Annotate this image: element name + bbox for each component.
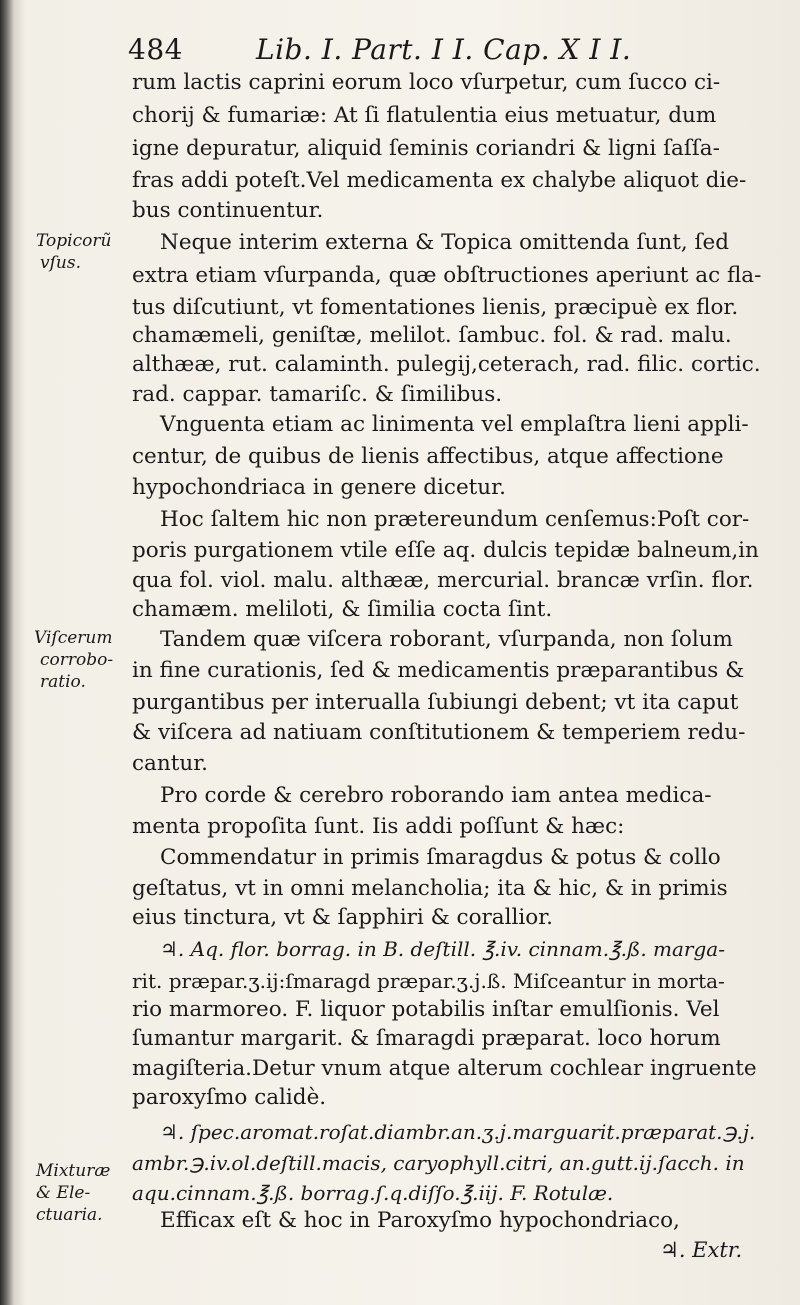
text-line: menta propoſita ſunt. Iis addi poſſunt & hæc: (132, 814, 625, 839)
running-title: Lib. I. Part. I I. Cap. X I I. (256, 33, 632, 66)
text-line: althææ, rut. calaminth. pulegij,ceterach, rad. filic. cortic. (132, 352, 761, 377)
text-line: fras addi poteſt.Vel medicamenta ex chalybe aliquot die- (132, 168, 747, 193)
text-line: chorij & fumariæ: At ſi flatulentia eius metuatur, dum (132, 103, 717, 128)
text-line: paroxyſmo calidè. (132, 1085, 327, 1110)
recipe-line: ambr.℈.iv.ol.deſtill.macis, caryophyll.citri, an.gutt.ij.ſacch. in (132, 1151, 745, 1175)
text-line: Efficax eſt & hoc in Paroxyſmo hypochondriaco, (160, 1208, 680, 1233)
text-line: Neque interim externa & Topica omittenda ſunt, ſed (160, 230, 729, 255)
recipe-line: ♃. Aq. flor. borrag. in B. deſtill. ℥.iv. cinnam.℥.ß. marga- (160, 937, 725, 961)
text-line: hypochondriaca in genere dicetur. (132, 475, 506, 500)
page-header (128, 33, 648, 69)
text-line: in fine curationis, ſed & medicamentis præparantibus & (132, 658, 745, 683)
text-line: ſumantur margarit. & ſmaragdi præparat. loco horum (132, 1026, 721, 1051)
text-line: Tandem quæ viſcera roborant, vſurpanda, non ſolum (160, 627, 733, 652)
text-line: tus diſcutiunt, vt fomentationes lienis, præcipuè ex flor. (132, 295, 739, 320)
text-line: cantur. (132, 751, 208, 776)
recipe-line: aqu.cinnam.℥.ß. borrag.ſ.q.diſſo.℥.iij. F. Rotulæ. (132, 1181, 614, 1205)
margin-note-mixturae: Mixturæ & Ele- ctuaria. (36, 1161, 111, 1225)
text-line: rad. cappar. tamariſc. & ſimilibus. (132, 382, 503, 407)
text-line: Pro corde & cerebro roborando iam antea medica- (160, 783, 712, 808)
text-line: rit. præpar.ʒ.ij:ſmaragd præpar.ʒ.j.ß. Miſceantur in morta- (132, 969, 725, 993)
page-number: 484 (128, 33, 183, 66)
text-line: igne depuratur, aliquid ſeminis coriandri & ligni ſaſſa- (132, 136, 720, 161)
text-line: rio marmoreo. F. liquor potabilis inſtar emulſionis. Vel (132, 997, 720, 1022)
text-line: qua fol. viol. malu. althææ, mercurial. brancæ vrſin. flor. (132, 568, 754, 593)
margin-note-viscerum: Viſcerum corrobo- ratio. (34, 628, 114, 692)
margin-note-topicorum: Topicorũ vſus. (36, 231, 112, 273)
text-line: geſtatus, vt in omni melancholia; ita & hic, & in primis (132, 876, 728, 901)
text-line: Hoc ſaltem hic non prætereundum cenſemus:Poſt cor- (160, 507, 750, 532)
text-line: chamæm. meliloti, & ſimilia cocta ſint. (132, 597, 553, 622)
text-line: eius tinctura, vt & ſapphiri & corallior. (132, 905, 553, 930)
text-line: magiſteria.Detur vnum atque alterum cochlear ingruente (132, 1056, 757, 1081)
recipe-line: ♃. ſpec.aromat.roſat.diambr.an.ʒ.j.marguarit.præparat.℈.j. (160, 1120, 756, 1144)
text-line: poris purgationem vtile eſſe aq. dulcis tepidæ balneum,in (132, 538, 759, 563)
text-line: & viſcera ad natiuam conſtitutionem & temperiem redu- (132, 720, 746, 745)
text-line: Vnguenta etiam ac linimenta vel emplaſtra lieni appli- (160, 412, 749, 437)
text-line: Commendatur in primis ſmaragdus & potus & collo (160, 845, 721, 870)
text-line: rum lactis caprini eorum loco vſurpetur, cum ſucco ci- (132, 70, 721, 95)
text-line: purgantibus per interualla ſubiungi debent; vt ita caput (132, 690, 739, 715)
catchword: ♃. Extr. (660, 1238, 743, 1262)
text-line: chamæmeli, geniſtæ, melilot. ſambuc. fol. & rad. malu. (132, 323, 732, 348)
text-line: bus continuentur. (132, 198, 324, 223)
text-line: extra etiam vſurpanda, quæ obſtructiones aperiunt ac fla- (132, 263, 762, 288)
text-line: centur, de quibus de lienis affectibus, atque affectione (132, 444, 724, 469)
